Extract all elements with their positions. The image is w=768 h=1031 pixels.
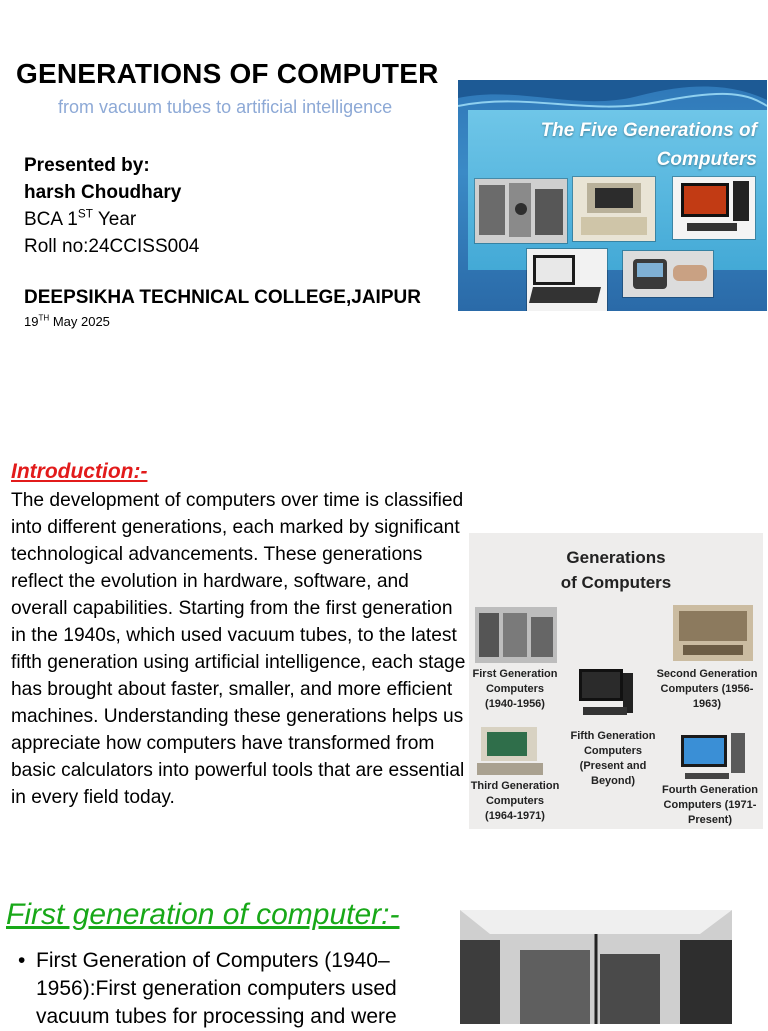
fifth-generation-label: Fifth Generation Computers (Present and Beyond)	[570, 730, 656, 787]
presenter-name: harsh Choudhary	[24, 182, 182, 203]
five-generations-image	[458, 80, 767, 311]
page-subtitle: from vacuum tubes to artificial intelligence	[58, 97, 393, 117]
mainframe-room-photo-icon	[460, 910, 732, 1024]
presentation-date: 19TH May 2025	[24, 313, 110, 329]
infographic-title: Generations of Computers	[560, 548, 672, 592]
course-line: BCA 1ST Year	[24, 207, 137, 230]
first-generation-icon	[475, 607, 557, 663]
bullet-marker: •	[18, 949, 26, 972]
third-generation-label: Third Generation Computers (1964-1971)	[470, 780, 560, 822]
card-title: The Five Generations of Computers	[540, 120, 757, 170]
first-generation-label: First Generation Computers (1940-1956)	[472, 668, 558, 710]
introduction-heading: Introduction:-	[11, 460, 148, 483]
introduction-paragraph: The development of computers over time is classified into different generations, each marked by significant technological advancements. These generations reflect the evolution in hardware, software, and overall capabilities. Starting from the first generation in the 1940s, which used vacuum tubes, to the latest fifth generation using artificial intelligence, each stage has brought about faster, smaller, and more efficient machines. Understanding these generations helps us appreciate how computers have transformed from basic calculators into powerful tools that are essential in every field today.	[11, 490, 466, 808]
mainframe-photo-icon	[474, 178, 568, 244]
college-name: DEEPSIKHA TECHNICAL COLLEGE,JAIPUR	[24, 287, 421, 308]
fourth-generation-label: Fourth Generation Computers (1971-Present)	[662, 784, 758, 826]
first-generation-heading: First generation of computer:-	[6, 898, 400, 931]
laptop-icon	[526, 248, 608, 311]
first-generation-text: First Generation of Computers (1940–1956):First generation computers used vacuum tubes for processing and were	[36, 949, 397, 1028]
page-title: GENERATIONS OF COMPUTER	[16, 58, 439, 89]
third-generation-icon	[475, 723, 547, 779]
roll-number: Roll no:24CCISS004	[24, 236, 200, 257]
generations-infographic	[469, 533, 763, 829]
presented-by-label: Presented by:	[24, 155, 150, 176]
second-generation-icon	[673, 605, 753, 661]
first-generation-bullet	[18, 947, 448, 1031]
second-generation-label: Second Generation Computers (1956-1963)	[656, 668, 758, 710]
fifth-generation-icon	[575, 665, 635, 723]
vintage-computer-icon	[572, 176, 656, 242]
presenter-block	[24, 152, 199, 260]
fourth-generation-icon	[677, 729, 749, 783]
first-generation-photo	[460, 910, 732, 1024]
desktop-pc-icon	[672, 176, 756, 240]
handheld-device-icon	[622, 250, 714, 298]
